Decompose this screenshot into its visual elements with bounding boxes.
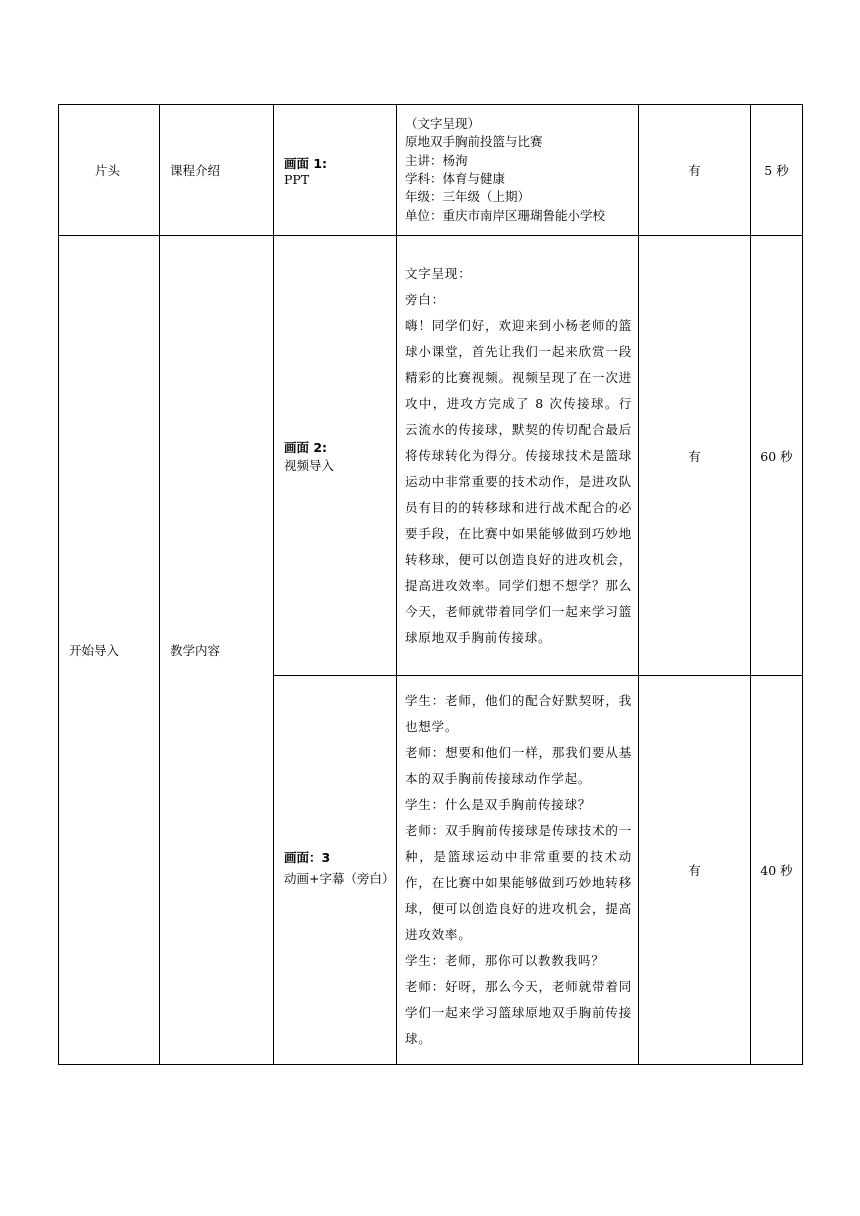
content-cell xyxy=(397,105,639,236)
scene-cell xyxy=(274,676,397,1065)
audio-cell: 有 xyxy=(639,676,751,1065)
scene-desc: 视频导入 xyxy=(284,457,335,473)
scene-title: 画面：3 xyxy=(284,850,331,865)
scene-title: 画面 2: xyxy=(284,439,328,455)
scene-desc: 动画+字幕（旁白） xyxy=(284,871,395,886)
content-line: （文字呈现） xyxy=(405,115,481,131)
content-line: 旁白： xyxy=(405,291,445,307)
content-line: 嗨！同学们好，欢迎来到小杨老师的篮球小课堂，首先让我们一起来欣赏一段精彩的比赛视频。视频呈现了在一次进攻中，进攻方完成了 8 次传接球。行云流水的传接球，默契的传切配合最后将传球转化为得分。传接球技术是篮球运动中非常重要的技术动作，是进攻队员有目的的转移球和进行战术配合的必要手段，在比赛中如果能够做到巧妙地转移球，便可以创造良好的进攻机会，提高进攻效率。同学们想不想学？那么今天，老师就带着同学们一起来学习篮球原地双手胸前传接球。 xyxy=(405,317,632,645)
table-row xyxy=(59,105,803,236)
content-cell xyxy=(397,676,639,1065)
duration-cell: 60 秒 xyxy=(751,236,803,676)
table-row xyxy=(59,236,803,676)
content-line: 老师：双手胸前传接球是传球技术的一种，是篮球运动中非常重要的技术动作，在比赛中如果能够做到巧妙地转移球，便可以创造良好的进攻机会，提高进攻效率。 xyxy=(405,823,632,942)
content-line: 老师：好呀，那么今天，老师就带着同学们一起来学习篮球原地双手胸前传接球。 xyxy=(405,979,632,1046)
audio-cell: 有 xyxy=(639,105,751,236)
section-cell: 开始导入 xyxy=(59,236,160,1065)
content-line: 老师：想要和他们一样，那我们要从基本的双手胸前传接球动作学起。 xyxy=(405,745,632,786)
category-cell: 课程介绍 xyxy=(160,105,274,236)
scene-desc: PPT xyxy=(284,171,310,187)
script-table xyxy=(58,104,803,1065)
content-line: 主讲：杨洵 xyxy=(405,152,468,168)
content-line: 年级：三年级（上期） xyxy=(405,189,531,205)
content-line: 学生：什么是双手胸前传接球？ xyxy=(405,797,592,812)
duration-cell: 5 秒 xyxy=(751,105,803,236)
content-line: 原地双手胸前投篮与比赛 xyxy=(405,134,543,150)
scene-cell xyxy=(274,236,397,676)
content-line: 学生：老师，他们的配合好默契呀，我也想学。 xyxy=(405,693,632,734)
content-cell xyxy=(397,236,639,676)
audio-cell: 有 xyxy=(639,236,751,676)
content-line: 文字呈现： xyxy=(405,265,472,281)
content-line: 学生：老师，那你可以教教我吗？ xyxy=(405,953,605,968)
duration-cell: 40 秒 xyxy=(751,676,803,1065)
section-cell: 片头 xyxy=(59,105,160,236)
scene-title: 画面 1: xyxy=(284,155,328,171)
content-line: 学科：体育与健康 xyxy=(405,171,506,186)
scene-cell xyxy=(274,105,397,236)
category-cell: 教学内容 xyxy=(160,236,274,1065)
content-line: 单位：重庆市南岸区珊瑚鲁能小学校 xyxy=(405,207,606,223)
